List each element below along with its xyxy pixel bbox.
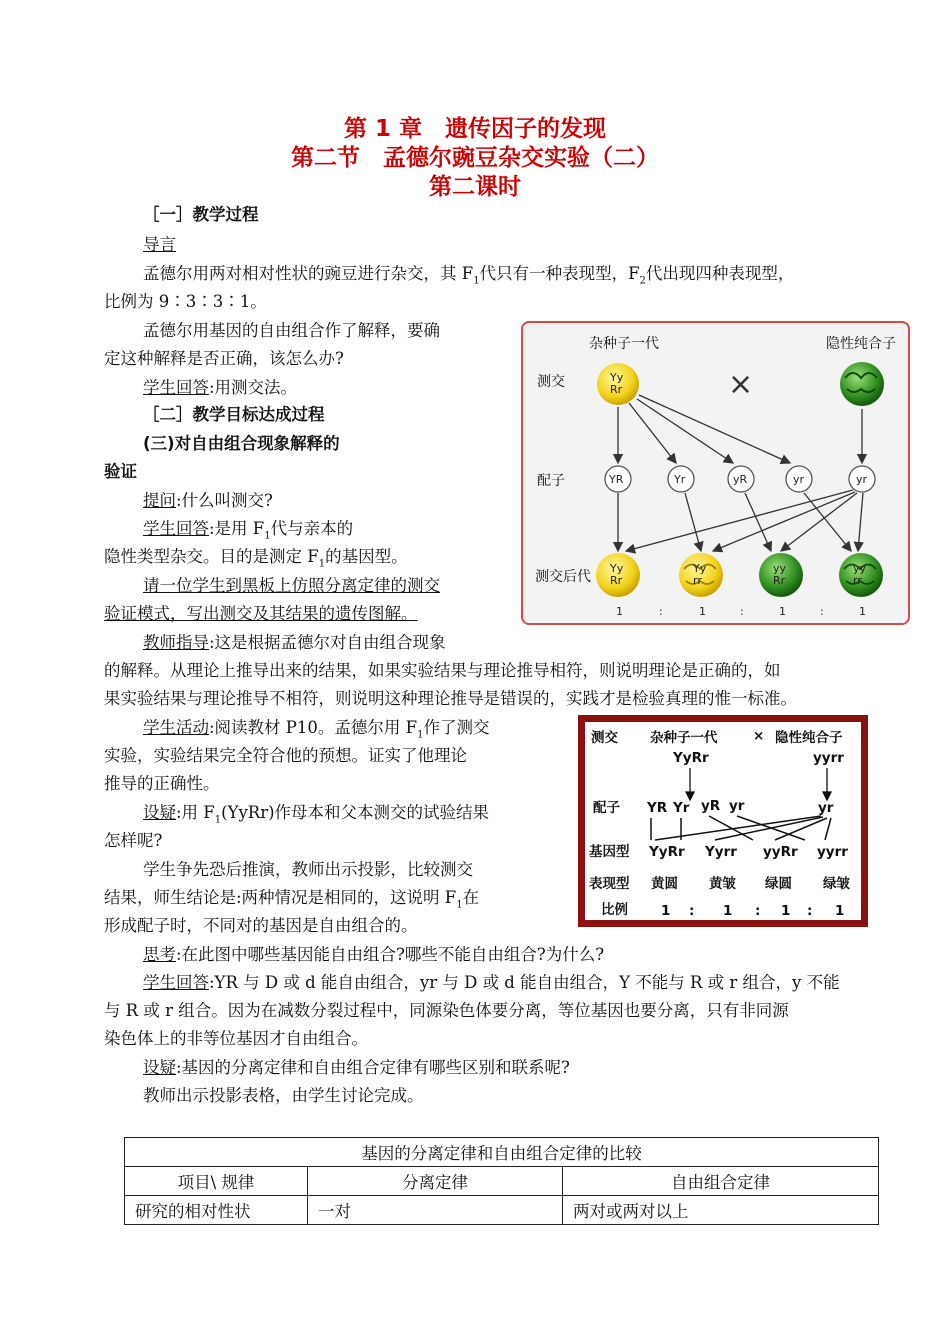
fig2-parent2: 隐性纯合子: [775, 730, 843, 746]
fig2-ratio-3: :: [755, 903, 761, 919]
fig2-down-arrows: [686, 768, 831, 800]
fig2-ratio-6: 1: [835, 903, 845, 919]
testcross-genotype-svg: [585, 722, 861, 920]
teacher-line-3: 果实验结果与理论推导不相符，则说明这种理论推导是错误的，实践才是检验真理的惟一标准。: [104, 689, 797, 708]
fig1-gamete-1: [668, 466, 694, 492]
svg-text:YR: YR: [609, 473, 624, 486]
fig2-cross: ×: [753, 728, 765, 744]
table-header-independent: 自由组合定律: [563, 1167, 879, 1196]
fig1-row-testcross: 测交: [537, 374, 565, 390]
fig1-parent2-pea: [840, 362, 884, 406]
fig1-ratio-6: 1: [859, 605, 866, 618]
table-cell-item: 研究的相对性状: [125, 1196, 308, 1225]
fig2-gamete-right: yr: [818, 800, 834, 816]
fig2-gamete-0: YR: [647, 800, 668, 816]
final-line: 教师出示投影表格，由学生讨论完成。: [143, 1086, 424, 1105]
fig2-genotype-3: yyrr: [817, 844, 848, 860]
table-row: [125, 1196, 879, 1225]
paragraph-2-line-1: 孟德尔用基因的自由组合作了解释，要确: [143, 321, 440, 340]
fig2-genotype-1: Yyrr: [705, 844, 737, 860]
demo-line-1: 学生争先恐后推演，教师出示投影，比较测交: [143, 860, 473, 879]
fig2-gamete-1: Yr: [673, 800, 690, 816]
fig2-g1: YyRr: [673, 750, 709, 766]
fig1-gamete-2: [728, 466, 754, 492]
fig1-gamete-4: [849, 466, 875, 492]
svg-text:Rr: Rr: [773, 574, 786, 587]
intro-label: 导言: [143, 235, 176, 254]
fig2-parent1: 杂种子一代: [650, 730, 718, 746]
fig1-row-gamete: 配子: [537, 473, 565, 489]
fig2-label-genotype: 基因型: [589, 844, 630, 860]
answer-2-line-2: 隐性类型杂交。目的是测定 $F_1$的基因型。: [104, 547, 408, 570]
chapter-title: 第 1 章 遗传因子的发现: [343, 116, 607, 142]
table-header-item: 项目\ 规律: [125, 1167, 308, 1196]
fig1-ratio-2: 1: [699, 605, 706, 618]
fig1-ratio-4: 1: [779, 605, 786, 618]
table-header-row: [125, 1167, 879, 1196]
fig2-ratio-4: 1: [781, 903, 791, 919]
think-question: 思考:在此图中哪些基因能自由组合?哪些不能自由组合?为什么?: [143, 945, 605, 964]
paragraph-2-line-2: 定这种解释是否正确，该怎么办?: [104, 349, 344, 368]
doubt-2: 设疑:基因的分离定律和自由组合定律有哪些区别和联系呢?: [143, 1058, 570, 1077]
svg-text:Yy: Yy: [693, 562, 707, 575]
paragraph-1-line-1: 孟德尔用两对相对性状的豌豆进行杂交，其 $F_1$代只有一种表现型，$F_2$代出现四种表现型，: [143, 264, 795, 287]
fig2-gamete-3: yr: [729, 798, 745, 814]
fig1-arrows-parent1: [618, 395, 862, 463]
svg-text:rr: rr: [693, 574, 702, 587]
answer-2-line-1: 学生回答:是用 $F_1$代与亲本的: [143, 519, 354, 542]
fig1-parent1-genotype-top: Yy: [610, 371, 624, 384]
svg-text:yy: yy: [773, 562, 787, 575]
fig2-ratio-0: 1: [661, 903, 671, 919]
demo-line-2: 结果，师生结论是:两种情况是相同的，这说明 $F_1$在: [104, 888, 480, 911]
doubt-1-line-1: 设疑:用 $F_1(YyRr)$作母本和父本测交的试验结果: [143, 803, 490, 826]
teacher-line-2: 的解释。从理论上推导出来的结果，如果实验结果与理论推导相符，则说明理论是正确的，如: [104, 661, 781, 680]
part3-heading-line-2: 验证: [104, 462, 137, 481]
svg-text:yr: yr: [793, 473, 805, 486]
fig1-ratio-3: :: [740, 605, 744, 618]
testcross-genotype-diagram: [578, 715, 868, 927]
activity-line-1: 学生活动:阅读教材 P10。孟德尔用 $F_1$作了测交: [143, 718, 490, 741]
fig2-genotype-2: yyRr: [763, 844, 798, 860]
fig1-offspring-0: [596, 553, 640, 597]
fig1-ratio-0: 1: [616, 605, 623, 618]
fig2-ratio-5: :: [807, 903, 813, 919]
fig1-parent1-label: 杂种子一代: [589, 336, 659, 352]
table-cell-independent: 两对或两对以上: [563, 1196, 879, 1225]
fig2-phenotype-3: 绿皱: [823, 876, 850, 892]
paragraph-1-line-2: 比例为 9∶3∶3∶1。: [104, 292, 267, 311]
answer-1: 学生回答:用测交法。: [143, 378, 298, 397]
fig2-phenotype-0: 黄圆: [651, 876, 678, 892]
part3-heading-line-1: (三)对自由组合现象解释的: [143, 434, 340, 453]
question-1: 提问:什么叫测交?: [143, 491, 273, 510]
answer-3-line-1: 学生回答:YR 与 D 或 d 能自由组合，yr 与 D 或 d 能自由组合，Y 不能与 R 或 r 组合，y 不能: [143, 973, 840, 992]
answer-3-line-2: 与 R 或 r 组合。因为在减数分裂过程中，同源染色体要分离，等位基因也要分离，只有非同源: [104, 1001, 789, 1020]
svg-text:yy: yy: [853, 562, 867, 575]
fig2-label-phenotype: 表现型: [589, 876, 630, 892]
task-line-1: 请一位学生到黑板上仿照分离定律的测交: [143, 576, 440, 595]
svg-text:yR: yR: [733, 473, 748, 486]
fig2-cross-lines: [651, 816, 831, 840]
task-line-2: 验证模式，写出测交及其结果的遗传图解。: [104, 604, 418, 623]
fig2-label-ratio: 比例: [601, 902, 628, 918]
fig1-gamete-yr-0: [605, 466, 631, 492]
fig2-genotype-0: YyRr: [649, 844, 685, 860]
answer-3-line-3: 染色体上的非等位基因才自由组合。: [104, 1029, 368, 1048]
fig2-g2: yyrr: [813, 750, 844, 766]
svg-text:rr: rr: [853, 574, 862, 587]
table-header-segregation: 分离定律: [308, 1167, 563, 1196]
part1-heading: ［一］教学过程: [143, 205, 259, 224]
fig1-ratio-5: :: [820, 605, 824, 618]
fig1-offspring-3: [839, 553, 883, 597]
fig1-ratio-1: :: [659, 605, 663, 618]
svg-text:Yy: Yy: [610, 562, 624, 575]
svg-text:Yr: Yr: [674, 473, 686, 486]
part2-heading: ［二］教学目标达成过程: [143, 405, 325, 424]
fig1-row-offspring: 测交后代: [535, 569, 591, 585]
fig2-ratio-1: :: [689, 903, 695, 919]
activity-line-2: 实验，实验结果完全符合他的预想。证实了他理论: [104, 746, 467, 765]
lesson-title: 第二课时: [429, 174, 521, 200]
fig2-phenotype-2: 绿圆: [765, 876, 792, 892]
fig2-ratio-2: 1: [723, 903, 733, 919]
testcross-diagram-svg: [523, 323, 912, 627]
activity-line-3: 推导的正确性。: [104, 774, 220, 793]
fig1-parent2-label: 隐性纯合子: [826, 336, 896, 352]
fig2-gamete-2: yR: [701, 798, 721, 814]
testcross-diagram: [521, 321, 910, 625]
teacher-guidance: 教师指导:这是根据孟德尔对自由组合现象: [143, 633, 446, 652]
table-caption: 基因的分离定律和自由组合定律的比较: [125, 1138, 879, 1167]
fig1-arrows-gametes: [618, 490, 863, 551]
fig1-cross-sign: ×: [728, 367, 754, 402]
table-cell-segregation: 一对: [308, 1196, 563, 1225]
fig2-phenotype-1: 黄皱: [709, 876, 736, 892]
demo-line-3: 形成配子时，不同对的基因是自由组合的。: [104, 916, 418, 935]
section-title: 第二节 孟德尔豌豆杂交实验（二）: [291, 145, 659, 171]
doubt-1-line-2: 怎样呢?: [104, 831, 163, 850]
svg-text:yr: yr: [856, 473, 868, 486]
fig1-parent1-genotype-bottom: Rr: [610, 383, 623, 396]
fig1-gamete-3: [786, 466, 812, 492]
fig1-offspring-2: [759, 553, 803, 597]
fig2-label-testcross: 测交: [591, 730, 618, 746]
fig2-label-gamete: 配子: [593, 800, 620, 816]
fig1-offspring-1: [679, 553, 723, 597]
svg-text:Rr: Rr: [610, 574, 623, 587]
table-caption-row: [125, 1138, 879, 1167]
comparison-table: [124, 1137, 879, 1225]
